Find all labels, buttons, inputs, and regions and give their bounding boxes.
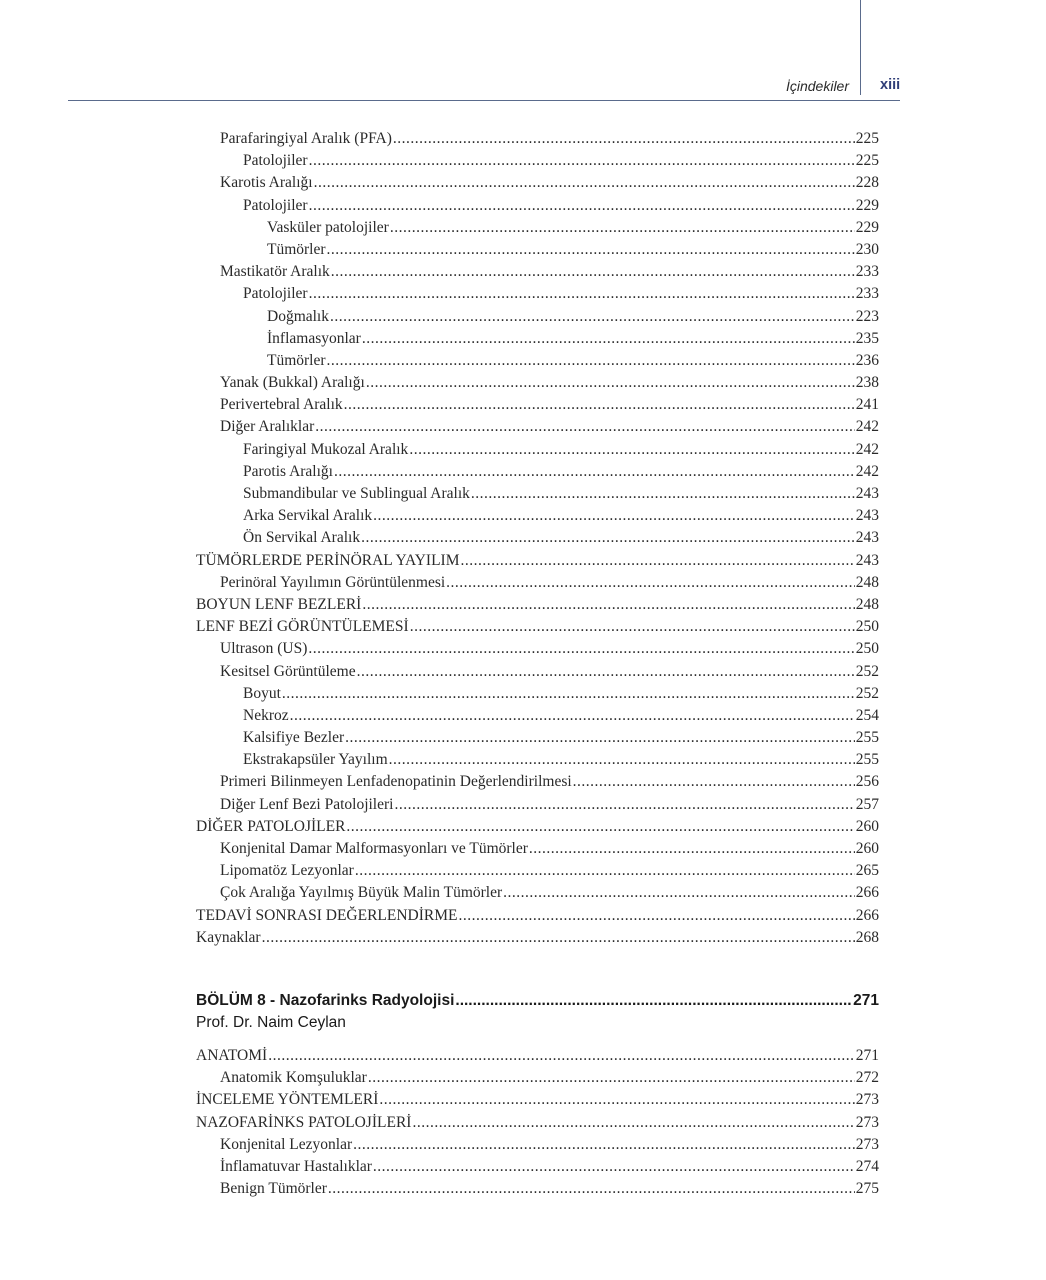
toc-entry-title: Kesitsel Görüntüleme <box>220 662 356 680</box>
toc-entry-page-number: 225 <box>855 152 879 170</box>
chapter-heading-block <box>196 990 879 1034</box>
toc-entry-title: Faringiyal Mukozal Aralık <box>243 440 409 458</box>
toc-entry[interactable] <box>196 771 879 793</box>
toc-entry[interactable] <box>196 306 879 328</box>
toc-entry-page-number: 248 <box>855 573 879 591</box>
header-horizontal-rule <box>68 100 900 101</box>
leader-dots <box>503 882 855 904</box>
leader-dots <box>262 927 855 949</box>
toc-entry-page-number: 266 <box>855 906 879 924</box>
leader-dots <box>344 394 855 416</box>
toc-entry-title: İnflamatuvar Hastalıklar <box>220 1157 372 1175</box>
toc-entry[interactable] <box>196 816 879 838</box>
toc-entry[interactable] <box>196 838 879 860</box>
toc-entry[interactable] <box>196 794 879 816</box>
leader-dots <box>328 1178 855 1200</box>
toc-entry[interactable] <box>196 905 879 927</box>
toc-entry-page-number: 272 <box>855 1069 879 1087</box>
toc-entry-title: Parotis Aralığı <box>243 462 333 480</box>
leader-dots <box>529 838 855 860</box>
leader-dots <box>573 771 855 793</box>
leader-dots <box>412 1112 854 1134</box>
toc-entry-page-number: 243 <box>855 485 879 502</box>
toc-entry-title: Mastikatör Aralık <box>220 263 330 281</box>
toc-entry-title: BOYUN LENF BEZLERİ <box>196 595 362 613</box>
toc-entry-title: Ön Servikal Aralık <box>243 529 361 547</box>
toc-entry-title: Konjenital Damar Malformasyonları ve Tümörler <box>220 840 528 857</box>
toc-entry[interactable] <box>196 461 879 483</box>
toc-entry[interactable] <box>196 217 879 239</box>
toc-entry-title: Diğer Aralıklar <box>220 418 315 436</box>
toc-entry[interactable] <box>196 638 879 660</box>
toc-entry-page-number: 223 <box>855 307 879 325</box>
toc-entry-title: Kalsifiye Bezler <box>243 729 345 747</box>
toc-entry[interactable] <box>196 683 879 705</box>
leader-dots <box>393 128 855 150</box>
leader-dots <box>327 350 855 372</box>
leader-dots <box>379 1089 854 1111</box>
toc-entry-page-number: 236 <box>855 351 879 369</box>
toc-entry[interactable] <box>196 661 879 683</box>
toc-entry[interactable] <box>196 416 879 438</box>
toc-entry[interactable] <box>196 172 879 194</box>
toc-entry-title: Ultrason (US) <box>220 640 308 658</box>
chapter-title: BÖLÜM 8 - Nazofarinks Radyolojisi <box>196 992 455 1009</box>
toc-entry[interactable] <box>196 1134 879 1156</box>
leader-dots <box>455 990 852 1012</box>
toc-entry[interactable] <box>196 239 879 261</box>
toc-entry[interactable] <box>196 527 879 549</box>
toc-entry-title: Nekroz <box>243 706 289 724</box>
leader-dots <box>327 239 855 261</box>
toc-entry-page-number: 242 <box>855 418 879 436</box>
toc-entry-title: Submandibular ve Sublingual Aralık <box>243 485 470 502</box>
toc-entry-title: Doğmalık <box>267 307 329 325</box>
leader-dots <box>409 439 854 461</box>
toc-entry-title: DİĞER PATOLOJİLER <box>196 817 346 835</box>
toc-entry-title: Perivertebral Aralık <box>220 396 343 414</box>
toc-entry-title: Konjenital Lezyonlar <box>220 1135 353 1153</box>
toc-entry-page-number: 260 <box>855 840 879 857</box>
toc-entry[interactable] <box>196 128 879 150</box>
toc-entry-title: TEDAVİ SONRASI DEĞERLENDİRME <box>196 906 458 924</box>
toc-entry-title: Patolojiler <box>243 196 308 214</box>
leader-dots <box>373 505 855 527</box>
toc-entry[interactable] <box>196 550 879 572</box>
leader-dots <box>315 416 854 438</box>
toc-entry-page-number: 225 <box>855 130 879 147</box>
toc-entry-title: Yanak (Bukkal) Aralığı <box>220 374 365 392</box>
leader-dots <box>309 195 855 217</box>
leader-dots <box>357 661 855 683</box>
toc-entry-page-number: 252 <box>855 662 879 680</box>
toc-entry-title: İnflamasyonlar <box>267 329 361 347</box>
toc-entry-title: LENF BEZİ GÖRÜNTÜLEMESİ <box>196 618 409 636</box>
toc-entry[interactable] <box>196 882 879 904</box>
leader-dots <box>309 283 855 305</box>
chapter-entry[interactable] <box>196 990 879 1012</box>
toc-entry[interactable] <box>196 572 879 594</box>
leader-dots <box>268 1045 855 1067</box>
leader-dots <box>282 683 855 705</box>
leader-dots <box>362 328 855 350</box>
toc-entry-page-number: 273 <box>855 1113 879 1131</box>
toc-entry-page-number: 233 <box>855 285 879 303</box>
toc-entry-page-number: 268 <box>855 928 879 946</box>
toc-entry-page-number: 229 <box>855 218 879 236</box>
toc-entry-page-number: 238 <box>855 374 879 392</box>
toc-entry[interactable] <box>196 1178 879 1200</box>
toc-entry[interactable] <box>196 150 879 172</box>
toc-entry-title: Lipomatöz Lezyonlar <box>220 862 354 880</box>
toc-entry[interactable] <box>196 705 879 727</box>
leader-dots <box>314 172 855 194</box>
leader-dots <box>373 1156 855 1178</box>
toc-entry-title: Perinöral Yayılımın Görüntülenmesi <box>220 573 446 591</box>
leader-dots <box>459 905 855 927</box>
toc-entry[interactable] <box>196 727 879 749</box>
leader-dots <box>394 794 854 816</box>
toc-entry-page-number: 229 <box>855 196 879 214</box>
toc-entry-page-number: 260 <box>855 817 879 835</box>
toc-entry-title: Patolojiler <box>243 152 308 170</box>
toc-entry[interactable] <box>196 616 879 638</box>
toc-entry-page-number: 248 <box>855 595 879 613</box>
leader-dots <box>331 261 855 283</box>
toc-entry[interactable] <box>196 328 879 350</box>
toc-entry-page-number: 256 <box>855 773 879 791</box>
toc-entry-title: Kaynaklar <box>196 928 261 946</box>
toc-entry-title: NAZOFARİNKS PATOLOJİLERİ <box>196 1113 412 1131</box>
leader-dots <box>410 616 855 638</box>
toc-entry-page-number: 275 <box>855 1180 879 1198</box>
toc-entry-page-number: 243 <box>855 551 879 569</box>
toc-entry-page-number: 273 <box>855 1091 879 1109</box>
toc-entry-page-number: 255 <box>855 729 879 747</box>
toc-entry-page-number: 235 <box>855 329 879 347</box>
leader-dots <box>390 217 855 239</box>
toc-entry-page-number: 257 <box>855 795 879 813</box>
toc-entry-page-number: 228 <box>855 174 879 192</box>
toc-entry-title: Diğer Lenf Bezi Patolojileri <box>220 795 394 813</box>
toc-entry-page-number: 250 <box>855 640 879 658</box>
toc-entry[interactable] <box>196 394 879 416</box>
toc-entry[interactable] <box>196 283 879 305</box>
toc-entry-title: Arka Servikal Aralık <box>243 507 373 525</box>
toc-entry-page-number: 242 <box>855 462 879 480</box>
toc-entry-title: TÜMÖRLERDE PERİNÖRAL YAYILIM <box>196 551 460 569</box>
toc-entry-page-number: 242 <box>855 440 879 458</box>
toc-entry[interactable] <box>196 1045 879 1067</box>
toc-entry[interactable] <box>196 1156 879 1178</box>
toc-entry-page-number: 243 <box>855 507 879 525</box>
toc-entry[interactable] <box>196 1089 879 1111</box>
leader-dots <box>366 372 855 394</box>
toc-entry-title: Anatomik Komşuluklar <box>220 1069 367 1087</box>
leader-dots <box>368 1067 855 1089</box>
toc-entry-title: Boyut <box>243 684 281 702</box>
leader-dots <box>353 1134 855 1156</box>
toc-entry[interactable] <box>196 372 879 394</box>
leader-dots <box>355 860 855 882</box>
leader-dots <box>345 727 855 749</box>
toc-entry-page-number: 273 <box>855 1135 879 1153</box>
leader-dots <box>346 816 854 838</box>
leader-dots <box>361 527 855 549</box>
toc-entry-page-number: 233 <box>855 263 879 281</box>
toc-entry[interactable] <box>196 483 879 505</box>
leader-dots <box>330 306 855 328</box>
toc-entry-title: Patolojiler <box>243 285 308 303</box>
toc-entry[interactable] <box>196 1067 879 1089</box>
toc-entry-title: ANATOMİ <box>196 1047 268 1064</box>
toc-entry-page-number: 241 <box>855 396 879 414</box>
toc-entry[interactable] <box>196 505 879 527</box>
toc-entry-title: Karotis Aralığı <box>220 174 313 192</box>
chapter-author: Prof. Dr. Naim Ceylan <box>196 1014 346 1031</box>
toc-entry[interactable] <box>196 195 879 217</box>
toc-entry-page-number: 255 <box>855 751 879 769</box>
toc-entry[interactable] <box>196 594 879 616</box>
toc-entry[interactable] <box>196 350 879 372</box>
leader-dots <box>362 594 854 616</box>
leader-dots <box>334 461 855 483</box>
toc-entry-page-number: 243 <box>855 529 879 547</box>
toc-list-part2 <box>196 1045 879 1200</box>
toc-entry-title: Çok Aralığa Yayılmış Büyük Malin Tümörler <box>220 884 503 902</box>
toc-entry-page-number: 271 <box>855 1047 879 1064</box>
toc-entry[interactable] <box>196 860 879 882</box>
toc-entry[interactable] <box>196 749 879 771</box>
header-vertical-rule <box>860 0 861 95</box>
leader-dots <box>309 150 855 172</box>
toc-entry-page-number: 274 <box>855 1157 879 1175</box>
toc-list-part1 <box>196 128 879 949</box>
leader-dots <box>290 705 855 727</box>
toc-entry-page-number: 266 <box>855 884 879 902</box>
toc-entry-title: Tümörler <box>267 240 326 258</box>
leader-dots <box>461 550 855 572</box>
toc-entry-title: Primeri Bilinmeyen Lenfadenopatinin Değerlendirilmesi <box>220 773 572 791</box>
toc-entry-title: İNCELEME YÖNTEMLERİ <box>196 1091 379 1109</box>
toc-entry-page-number: 254 <box>855 706 879 724</box>
running-header-page-number: xiii <box>880 77 901 93</box>
chapter-page-number: 271 <box>853 992 879 1009</box>
toc-entry-title: Vasküler patolojiler <box>267 218 389 236</box>
running-header-title: İçindekiler <box>785 78 849 94</box>
toc-entry-page-number: 250 <box>855 618 879 636</box>
toc-entry-title: Benign Tümörler <box>220 1180 327 1198</box>
toc-entry[interactable] <box>196 927 879 949</box>
leader-dots <box>308 638 854 660</box>
toc-entry[interactable] <box>196 1112 879 1134</box>
toc-entry[interactable] <box>196 261 879 283</box>
toc-entry-page-number: 252 <box>855 684 879 702</box>
toc-entry-page-number: 230 <box>855 240 879 258</box>
toc-entry[interactable] <box>196 439 879 461</box>
leader-dots <box>446 572 855 594</box>
leader-dots <box>471 483 855 505</box>
toc-entry-title: Tümörler <box>267 351 326 369</box>
toc-entry-title: Parafaringiyal Aralık (PFA) <box>220 130 392 147</box>
toc-entry-title: Ekstrakapsüler Yayılım <box>243 751 388 769</box>
leader-dots <box>389 749 855 771</box>
toc-entry-page-number: 265 <box>855 862 879 880</box>
